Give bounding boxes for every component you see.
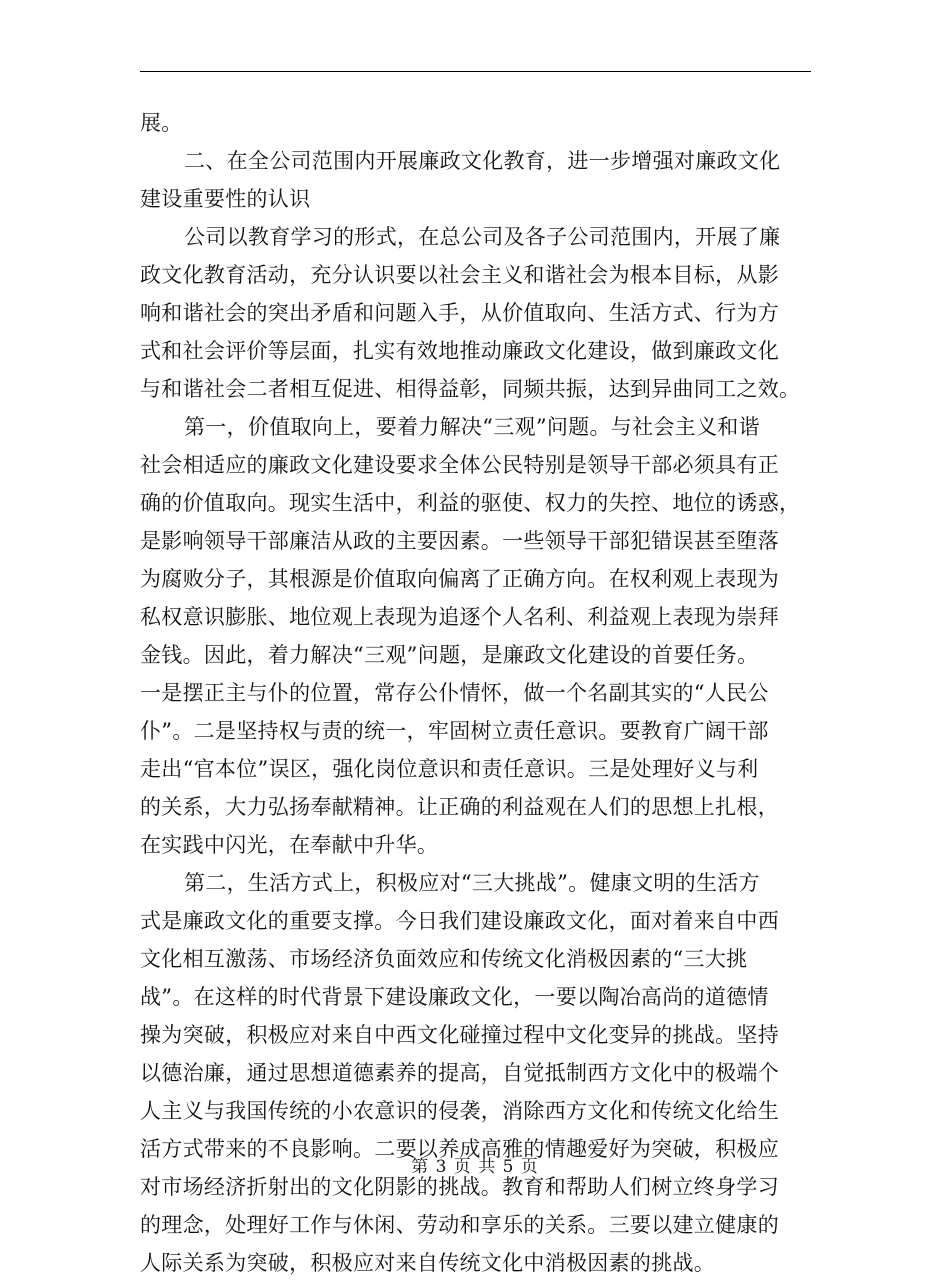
text-line: 是影响领导干部廉洁从政的主要因素。一些领导干部犯错误甚至堕落	[140, 529, 779, 553]
text-line: 社会相适应的廉政文化建设要求全体公民特别是领导干部必须具有正	[140, 453, 779, 477]
text-line: 以德治廉，通过思想道德素养的提高，自觉抵制西方文化中的极端个	[140, 1061, 779, 1085]
text-line: 第二，生活方式上，积极应对“三大挑战”。健康文明的生活方	[184, 871, 760, 895]
body-text	[140, 104, 805, 1282]
header-rule	[140, 71, 811, 72]
text-line: 人际关系为突破，积极应对来自传统文化中消极因素的挑战。	[140, 1251, 716, 1275]
text-line: 为腐败分子，其根源是价值取向偏离了正确方向。在权利观上表现为	[140, 567, 779, 591]
text-line: 文化相互激荡、市场经济负面效应和传统文化消极因素的“三大挑	[140, 947, 748, 971]
text-line: 确的价值取向。现实生活中，利益的驱使、权力的失控、地位的诱惑，	[140, 491, 801, 515]
text-line: 式是廉政文化的重要支撑。今日我们建设廉政文化，面对着来自中西	[140, 909, 779, 933]
text-line: 的理念，处理好工作与休闲、劳动和享乐的关系。三要以建立健康的	[140, 1213, 779, 1237]
text-line: 金钱。因此，着力解决“三观”问题，是廉政文化建设的首要任务。	[140, 643, 759, 667]
page-number-footer: 第 3 页 共 5 页	[411, 1157, 539, 1177]
text-line: 在实践中闪光，在奉献中升华。	[140, 833, 439, 857]
text-line: 走出“官本位”误区，强化岗位意识和责任意识。三是处理好义与利	[140, 757, 759, 781]
text-line: 一是摆正主与仆的位置，常存公仆情怀，做一个名副其实的“人民公	[140, 681, 769, 705]
text-line: 人主义与我国传统的小农意识的侵袭，消除西方文化和传统文化给生	[140, 1099, 779, 1123]
text-line: 响和谐社会的突出矛盾和问题入手，从价值取向、生活方式、行为方	[140, 301, 779, 325]
text-line: 仆”。二是坚持权与责的统一，牢固树立责任意识。要教育广阔干部	[140, 719, 769, 743]
text-line: 政文化教育活动，充分认识要以社会主义和谐社会为根本目标，从影	[140, 263, 779, 287]
text-line: 对市场经济折射出的文化阴影的挑战。教育和帮助人们树立终身学习	[140, 1175, 779, 1199]
text-line: 私权意识膨胀、地位观上表现为追逐个人名利、利益观上表现为崇拜	[140, 605, 779, 629]
text-line: 式和社会评价等层面，扎实有效地推动廉政文化建设，做到廉政文化	[140, 339, 779, 363]
text-line: 公司以教育学习的形式，在总公司及各子公司范围内，开展了廉	[184, 225, 781, 249]
text-line: 第一，价值取向上，要着力解决“三观”问题。与社会主义和谐	[184, 415, 760, 439]
text-line: 的关系，大力弘扬奉献精神。让正确的利益观在人们的思想上扎根，	[140, 795, 779, 819]
text-line: 与和谐社会二者相互促进、相得益彰，同频共振，达到异曲同工之效。	[140, 377, 801, 401]
text-line: 战”。在这样的时代背景下建设廉政文化，一要以陶冶高尚的道德情	[140, 985, 769, 1009]
text-line: 展。	[140, 111, 183, 135]
text-line: 操为突破，积极应对来自中西文化碰撞过程中文化变异的挑战。坚持	[140, 1023, 779, 1047]
section-heading-line: 二、在全公司范围内开展廉政文化教育，进一步增强对廉政文化	[184, 149, 781, 173]
text-line: 活方式带来的不良影响。二要以养成高雅的情趣爱好为突破，积极应	[140, 1137, 779, 1161]
section-heading-line: 建设重要性的认识	[140, 187, 311, 211]
